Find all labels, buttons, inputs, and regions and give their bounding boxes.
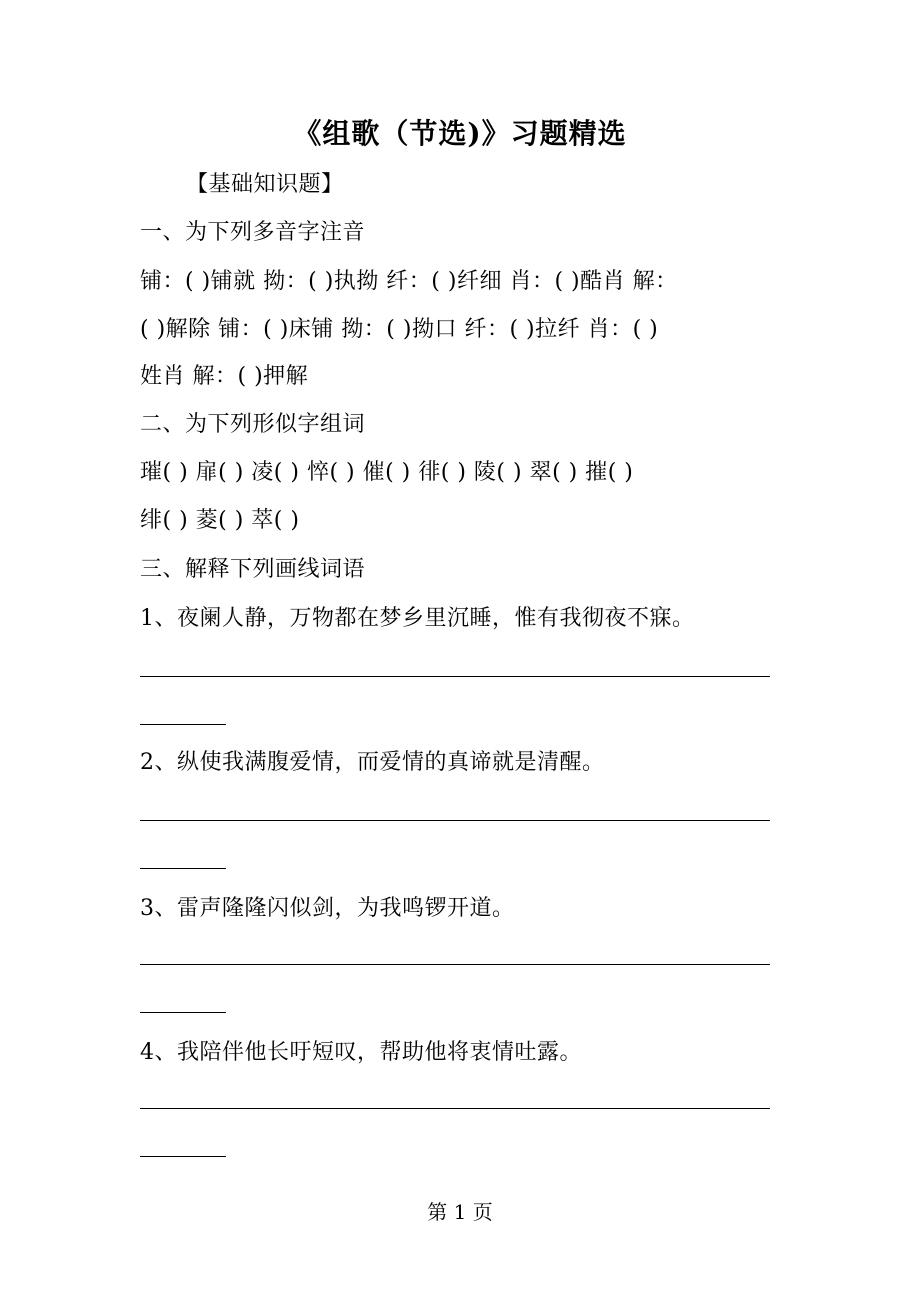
section-basic-heading: 【基础知识题】 xyxy=(186,172,344,197)
question-3-item-4: 4、我陪伴他长吁短叹，帮助他将衷情吐露。 xyxy=(140,1040,582,1065)
question-2-line-2: 绯( ) 菱( ) 萃( ) xyxy=(140,508,300,533)
answer-line-2-short xyxy=(140,868,226,869)
answer-line-2-long xyxy=(140,820,770,821)
question-2-heading: 二、为下列形似字组词 xyxy=(140,412,366,437)
question-3-heading: 三、解释下列画线词语 xyxy=(140,557,366,582)
question-1-heading: 一、为下列多音字注音 xyxy=(140,220,366,245)
question-1-line-1: 铺：( )铺就 拗：( )执拗 纤：( )纤细 肖：( )酷肖 解： xyxy=(140,269,678,294)
question-1-line-3: 姓肖 解：( )押解 xyxy=(140,364,309,389)
answer-line-3-long xyxy=(140,964,770,965)
page-title: 《组歌（节选)》习题精选 xyxy=(293,117,627,150)
answer-line-1-short xyxy=(140,724,226,725)
answer-line-3-short xyxy=(140,1012,226,1013)
question-2-line-1: 璀( ) 扉( ) 凌( ) 悴( ) 催( ) 徘( ) 陵( ) 翠( ) 摧( ) xyxy=(140,460,634,485)
question-1-line-2: ( )解除 铺：( )床铺 拗：( )拗口 纤：( )拉纤 肖：( ) xyxy=(140,317,659,342)
answer-line-4-long xyxy=(140,1108,770,1109)
answer-line-1-long xyxy=(140,676,770,677)
question-3-item-2: 2、纵使我满腹爱情，而爱情的真谛就是清醒。 xyxy=(140,750,605,775)
question-3-item-3: 3、雷声隆隆闪似剑，为我鸣锣开道。 xyxy=(140,896,515,921)
question-3-item-1: 1、夜阑人静，万物都在梦乡里沉睡，惟有我彻夜不寐。 xyxy=(140,606,695,631)
page-number: 第 1 页 xyxy=(427,1200,493,1224)
answer-line-4-short xyxy=(140,1156,226,1157)
